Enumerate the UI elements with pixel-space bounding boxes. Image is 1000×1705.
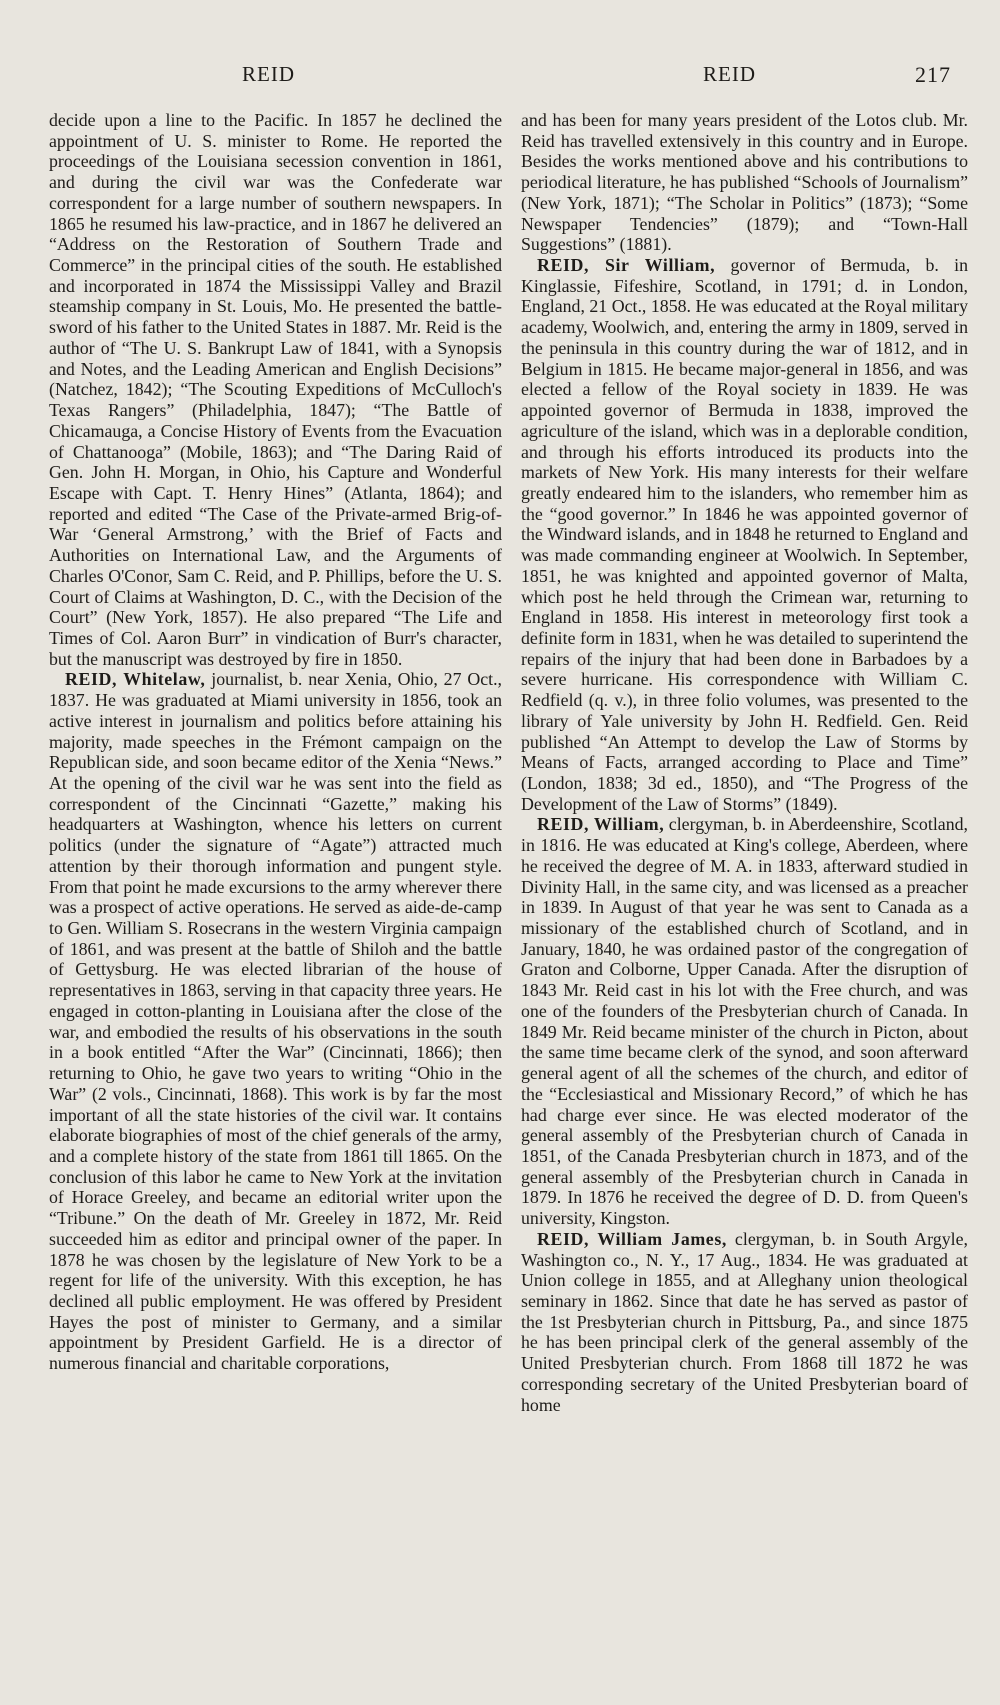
entry-william-james-reid [521,1229,968,1415]
running-head-right: REID [703,62,756,86]
entry-william-reid [521,814,968,1228]
running-head-left: REID [242,62,295,86]
entry-heading: REID, William, [537,814,665,835]
entry-sir-william-reid [521,255,968,814]
entry-heading: REID, Sir William, [537,255,716,276]
page-number: 217 [915,62,951,87]
continuation-paragraph: decide upon a line to the Pacific. In 1857 he declined the appointment of U. S. minister to Rome. He reported the proceedings of the Louisiana secession convention in 1861, and during the civil war was the Confederate war correspondent for a large number of southern newspapers. In 1865 he resumed his law-practice, and in 1867 he delivered an “Address on the Restoration of Southern Trade and Commerce” in the principal cities of the south. He established and incorporated in 1874 the Mississippi Valley and Brazil steamship company in St. Louis, Mo. He presented the battle-sword of his father to the United States in 1887. Mr. Reid is the author of “The U. S. Bankrupt Law of 1841, with a Synopsis and Notes, and the Leading American and English Decisions” (Natchez, 1842); “The Scouting Expeditions of McCulloch's Texas Rangers” (Philadelphia, 1847); “The Battle of Chicamauga, a Concise History of Events from the Evacuation of Chattanooga” (Mobile, 1863); and “The Daring Raid of Gen. John H. Morgan, in Ohio, his Capture and Wonderful Escape with Capt. T. Henry Hines” (Atlanta, 1864); and reported and edited “The Case of the Private-armed Brig-of-War ‘General Armstrong,’ with the Brief of Facts and Authorities on International Law, and the Arguments of Charles O'Conor, Sam C. Reid, and P. Phillips, before the U. S. Court of Claims at Washington, D. C., with the Decision of the Court” (New York, 1857). He also prepared “The Life and Times of Col. Aaron Burr” in vindication of Burr's character, but the manuscript was destroyed by fire in 1850. [49,110,502,669]
entry-text: governor of Bermuda, b. in Kinglassie, Fifeshire, Scotland, in 1791; d. in London, England, 21 Oct., 1858. He was educated at the Royal military academy, Woolwich, and, entering the army in 1809, served in the peninsula in this country during the war of 1812, and in Belgium in 1815. He became major-general in 1856, and was elected a fellow of the Royal society in 1839. He was appointed governor of Bermuda in 1838, improved the agriculture of the island, which was in a deplorable condition, and through his efforts introduced its products into the markets of New York. His many interests for their welfare greatly endeared him to the islanders, who remember him as the “good governor.” In 1846 he was appointed governor of the Windward islands, and in 1848 he returned to England and was made commanding engineer at Woolwich. In September, 1851, he was knighted and appointed governor of Malta, which post he held through the Crimean war, returning to England in 1858. His interest in meteorology first took a definite form in 1831, when he was detailed to superintend the repairs of the injury that had been done in Barbadoes by a severe hurricane. His correspondence with William C. Redfield (q. v.), in three folio volumes, was presented to the library of Yale university by John H. Redfield. Gen. Reid published “An Attempt to develop the Law of Storms by Means of Facts, arranged according to Place and Time” (London, 1838; 3d ed., 1850), and “The Progress of the Development of the Law of Storms” (1849). [521,255,969,814]
entry-heading: REID, William James, [537,1228,727,1249]
right-column [521,110,968,1415]
entry-text: clergyman, b. in Aberdeenshire, Scotland, in 1816. He was educated at King's college, Aberdeen, where he received the degree of M. A. in 1833, afterward studied in Divinity Hall, in the same city, and was licensed as a preacher in 1839. In August of that year he was sent to Canada as a missionary of the established church of Scotland, and in January, 1840, he was ordained pastor of the congregation of Graton and Colborne, Upper Canada. After the disruption of 1843 Mr. Reid cast in his lot with the Free church, and was one of the founders of the Presbyterian church of Canada. In 1849 Mr. Reid became minister of the church in Picton, about the same time became clerk of the synod, and soon afterward general agent of all the schemes of the church, and editor of the “Ecclesiastical and Missionary Record,” of which he has had charge ever since. He was elected moderator of the general assembly of the Presbyterian church of Canada in 1851, of the Canada Presbyterian church in 1873, and of the general assembly of the Presbyterian church in Canada in 1879. In 1876 he received the degree of D. D. from Queen's university, Kingston. [521,814,968,1229]
continuation-paragraph: and has been for many years president of the Lotos club. Mr. Reid has travelled extensively in this country and in Europe. Besides the works mentioned above and his contributions to periodical literature, he has published “Schools of Journalism” (New York, 1871); “The Scholar in Politics” (1873); “Some Newspaper Tendencies” (1879); and “Town-Hall Suggestions” (1881). [521,110,968,255]
entry-whitelaw-reid [49,669,502,1373]
entry-text: journalist, b. near Xenia, Ohio, 27 Oct., 1837. He was graduated at Miami university in 1856, took an active interest in journalism and politics before attaining his majority, made speeches in the Frémont campaign on the Republican side, and soon became editor of the Xenia “News.” At the opening of the civil war he was sent into the field as correspondent of the Cincinnati “Gazette,” making his headquarters at Washington, whence his letters on current politics (under the signature of “Agate”) attracted much attention by their thorough information and pungent style. From that point he made excursions to the army wherever there was a prospect of active operations. He served as aide-de-camp to Gen. William S. Rosecrans in the western Virginia campaign of 1861, and was present at the battle of Shiloh and the battle of Gettysburg. He was elected librarian of the house of representatives in 1863, serving in that capacity three years. He engaged in cotton-planting in Louisiana after the close of the war, and embodied the results of his observations in the south in a book entitled “After the War” (Cincinnati, 1866); then returning to Ohio, he gave two years to writing “Ohio in the War” (2 vols., Cincinnati, 1868). This work is by far the most important of all the state histories of the civil war. It contains elaborate biographies of most of the chief generals of the army, and a complete history of the state from 1861 till 1865. On the conclusion of this labor he came to New York at the invitation of Horace Greeley, and became an editorial writer upon the “Tribune.” On the death of Mr. Greeley in 1872, Mr. Reid succeeded him as editor and principal owner of the paper. In 1878 he was chosen by the legislature of New York to be a regent for life of the university. With this exception, he has declined all public employment. He was offered by President Hayes the post of minister to Germany, and a similar appointment by President Garfield. He is a director of numerous financial and charitable corporations, [49,669,503,1374]
entry-text: clergyman, b. in South Argyle, Washington co., N. Y., 17 Aug., 1834. He was graduated at Union college in 1855, and at Alleghany union theological seminary in 1862. Since that date he has served as pastor of the 1st Presbyterian church in Pittsburg, Pa., and since 1875 he has been principal clerk of the general assembly of the United Presbyterian church. From 1868 till 1872 he was corresponding secretary of the United Presbyterian board of home [521,1228,968,1415]
left-column [49,110,502,1374]
entry-heading: REID, Whitelaw, [65,669,206,690]
